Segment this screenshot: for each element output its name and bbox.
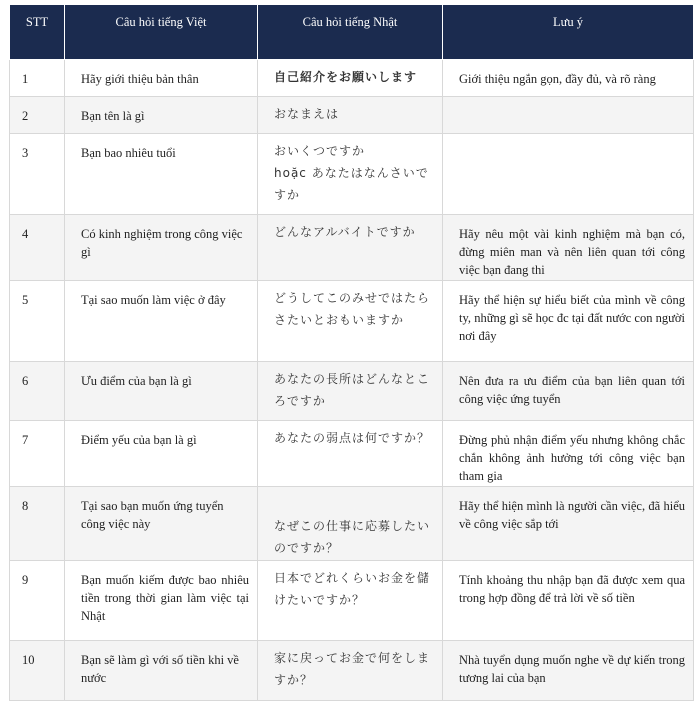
table-row: [10, 97, 694, 134]
table-row: [10, 215, 694, 281]
japanese-question: どんなアルバイトですか: [258, 215, 443, 281]
row-number: 4: [10, 215, 65, 281]
interview-questions-table: [9, 4, 694, 701]
header-note: Lưu ý: [443, 5, 694, 60]
table-header-row: [10, 5, 694, 60]
vietnamese-question: Bạn muốn kiếm được bao nhiêu tiền trong thời gian làm việc tại Nhật: [65, 561, 258, 641]
row-number: 6: [10, 362, 65, 421]
table-row: [10, 281, 694, 362]
vietnamese-question: Tại sao muốn làm việc ở đây: [65, 281, 258, 362]
row-number: 2: [10, 97, 65, 134]
japanese-question: なぜこの仕事に応募したいのですか？: [258, 487, 443, 561]
note: [443, 97, 694, 134]
vietnamese-question: Có kinh nghiệm trong công việc gì: [65, 215, 258, 281]
row-number: 9: [10, 561, 65, 641]
vietnamese-question: Ưu điểm của bạn là gì: [65, 362, 258, 421]
row-number: 7: [10, 421, 65, 487]
table-row: [10, 561, 694, 641]
note: Hãy thể hiện mình là người cần việc, đã hiểu về công việc sắp tới: [443, 487, 694, 561]
table-row: [10, 421, 694, 487]
vietnamese-question: Bạn sẽ làm gì với số tiền khi về nước: [65, 641, 258, 701]
header-stt: STT: [10, 5, 65, 60]
japanese-question: どうしてこのみせではたらさたいとおもいますか: [258, 281, 443, 362]
vietnamese-question: Tại sao bạn muốn ứng tuyển công việc này: [65, 487, 258, 561]
row-number: 1: [10, 60, 65, 97]
japanese-question: あなたの長所はどんなところですか: [258, 362, 443, 421]
note: Đừng phủ nhận điểm yếu nhưng không chắc chắn không ảnh hưởng tới công việc bạn tham gia: [443, 421, 694, 487]
japanese-question: おなまえは: [258, 97, 443, 134]
vietnamese-question: Bạn tên là gì: [65, 97, 258, 134]
table-row: [10, 134, 694, 215]
table-row: [10, 487, 694, 561]
table-row: [10, 60, 694, 97]
japanese-question: 家に戻ってお金で何をしますか？: [258, 641, 443, 701]
note: Nên đưa ra ưu điểm của bạn liên quan tới công việc ứng tuyển: [443, 362, 694, 421]
header-vietnamese-question: Câu hỏi tiếng Việt: [65, 5, 258, 60]
japanese-question: 自己紹介をお願いします: [258, 60, 443, 97]
vietnamese-question: Hãy giới thiệu bản thân: [65, 60, 258, 97]
vietnamese-question: Bạn bao nhiêu tuổi: [65, 134, 258, 215]
note: Hãy thể hiện sự hiểu biết của mình về công ty, những gì sẽ học đc tại đất nước con người nơi đây: [443, 281, 694, 362]
note: Tính khoảng thu nhập bạn đã được xem qua trong hợp đồng để trả lời về số tiền: [443, 561, 694, 641]
row-number: 3: [10, 134, 65, 215]
japanese-question: 日本でどれくらいお金を儲けたいですか？: [258, 561, 443, 641]
note: Nhà tuyển dụng muốn nghe về dự kiến trong tương lai của bạn: [443, 641, 694, 701]
row-number: 5: [10, 281, 65, 362]
header-japanese-question: Câu hỏi tiếng Nhật: [258, 5, 443, 60]
note: [443, 134, 694, 215]
table-row: [10, 641, 694, 701]
japanese-question: あなたの弱点は何ですか？: [258, 421, 443, 487]
row-number: 8: [10, 487, 65, 561]
row-number: 10: [10, 641, 65, 701]
table-row: [10, 362, 694, 421]
note: Hãy nêu một vài kinh nghiệm mà bạn có, đừng miên man và nên liên quan tới công việc bạn đang thi: [443, 215, 694, 281]
vietnamese-question: Điểm yếu của bạn là gì: [65, 421, 258, 487]
note: Giới thiệu ngắn gọn, đầy đủ, và rõ ràng: [443, 60, 694, 97]
japanese-question: おいくつですか hoặc あなたはなんさいですか: [258, 134, 443, 215]
